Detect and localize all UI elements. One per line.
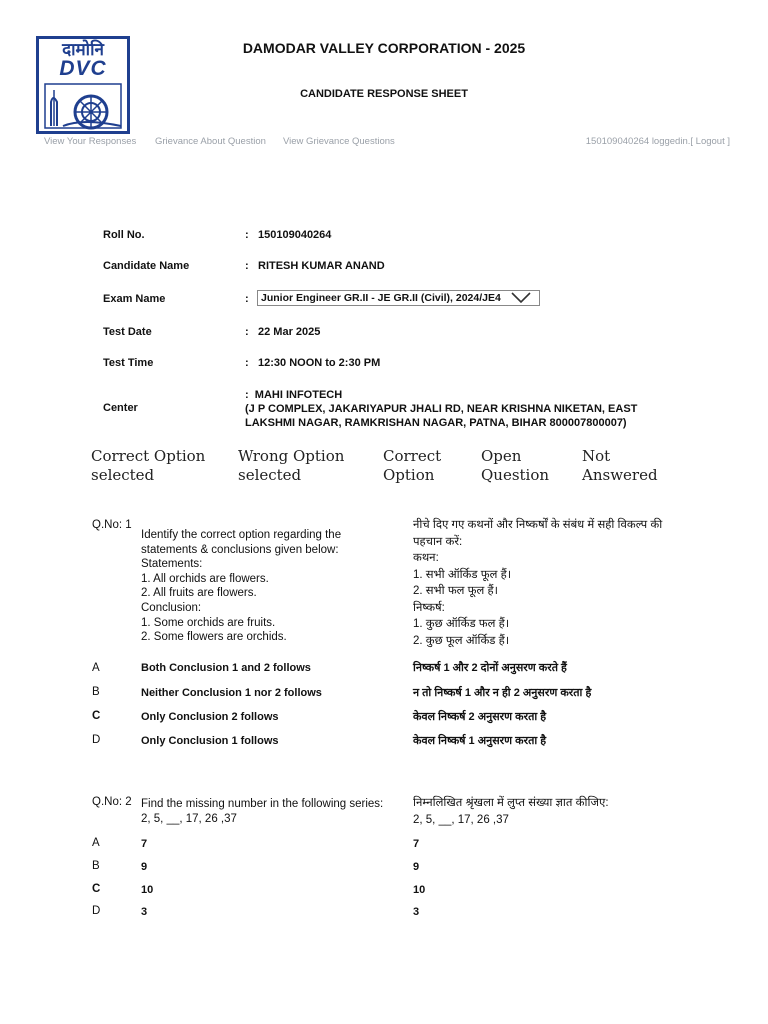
legend-not-answered: Not Answered: [582, 447, 658, 484]
legend-correct-option: Correct Option: [383, 447, 442, 484]
option-text-en: Only Conclusion 1 follows: [141, 735, 279, 747]
logged-in-text: loggedin.[: [651, 136, 694, 147]
page-title: DAMODAR VALLEY CORPORATION - 2025: [242, 40, 526, 56]
option-text-en: Only Conclusion 2 follows: [141, 711, 279, 723]
question-number: Q.No: 1: [92, 519, 132, 531]
option-key: C: [92, 883, 101, 895]
name-value: RITESH KUMAR ANAND: [258, 260, 385, 272]
option-key: B: [92, 686, 100, 698]
option-text-hi: 7: [413, 838, 420, 850]
option-key: C: [92, 710, 101, 722]
nav-view-grievance-questions[interactable]: View Grievance Questions: [283, 136, 395, 147]
time-value: 12:30 NOON to 2:30 PM: [258, 357, 381, 369]
chevron-down-icon: [511, 292, 531, 304]
exam-name-select[interactable]: [257, 290, 540, 306]
logo-brand-text: DVC: [59, 57, 107, 80]
center-address: [245, 388, 685, 430]
logout-suffix: ]: [727, 136, 730, 147]
option-text-hi: केवल निष्कर्ष 2 अनुसरण करता है: [413, 711, 547, 723]
center-colon: :: [245, 389, 249, 401]
nav-grievance-about-question[interactable]: Grievance About Question: [155, 136, 266, 147]
question-text-en: Identify the correct option regarding the statements & conclusions given below: Statements: 1. All orchids are flowers. 2. All fruits are flowers. Conclusion: 1. Some orchids are fruits. 2. Some flowers are orchids.: [141, 529, 342, 644]
time-colon: :: [245, 357, 249, 369]
option-text-hi: केवल निष्कर्ष 1 अनुसरण करता है: [413, 735, 547, 747]
question-text-hi: निम्नलिखित श्रृंखला में लुप्त संख्या ज्ञात कीजिए: 2, 5, __, 17, 26 ,37: [413, 797, 609, 826]
center-name: MAHI INFOTECH: [254, 389, 343, 401]
exam-label: Exam Name: [103, 293, 166, 305]
name-label: Candidate Name: [103, 260, 190, 272]
name-colon: :: [245, 260, 249, 272]
date-label: Test Date: [103, 326, 152, 338]
time-label: Test Time: [103, 357, 154, 369]
option-text-hi: 10: [413, 884, 426, 896]
option-text-en: 7: [141, 838, 148, 850]
logout-link[interactable]: Logout: [695, 136, 725, 147]
roll-label: Roll No.: [103, 229, 145, 241]
legend-open-question: Open Question: [481, 447, 550, 484]
option-text-en: Both Conclusion 1 and 2 follows: [141, 662, 311, 674]
option-text-en: 3: [141, 906, 148, 918]
logo-hindi-text: दामोनि: [62, 40, 104, 59]
option-text-en: 10: [141, 884, 154, 896]
roll-value: 150109040264: [258, 229, 332, 241]
date-colon: :: [245, 326, 249, 338]
user-id: 150109040264: [585, 136, 650, 147]
page-subtitle: CANDIDATE RESPONSE SHEET: [300, 88, 468, 100]
option-text-hi: 9: [413, 861, 420, 873]
exam-name-value: Junior Engineer GR.II - JE GR.II (Civil), 2024/JE4: [261, 292, 501, 304]
option-text-hi: न तो निष्कर्ष 1 और न ही 2 अनुसरण करता है: [413, 687, 592, 699]
option-key: D: [92, 734, 101, 746]
option-key: D: [92, 905, 101, 917]
option-key: A: [92, 837, 100, 849]
login-status: [586, 136, 730, 147]
exam-colon: :: [245, 293, 249, 305]
option-text-en: 9: [141, 861, 148, 873]
roll-colon: :: [245, 229, 249, 241]
legend-correct-selected: Correct Option selected: [91, 447, 206, 484]
question-text-en: Find the missing number in the following series: 2, 5, __, 17, 26 ,37: [141, 798, 384, 825]
option-key: A: [92, 662, 100, 674]
option-text-hi: निष्कर्ष 1 और 2 दोनों अनुसरण करते हैं: [413, 662, 567, 674]
option-text-en: Neither Conclusion 1 nor 2 follows: [141, 687, 322, 699]
center-full-address: (J P COMPLEX, JAKARIYAPUR JHALI RD, NEAR KRISHNA NIKETAN, EAST LAKSHMI NAGAR, RAMKRISHAN NAGAR, PATNA, BIHAR 800007800007): [245, 403, 638, 429]
date-value: 22 Mar 2025: [258, 326, 321, 338]
option-key: B: [92, 860, 100, 872]
nav-view-responses[interactable]: View Your Responses: [44, 136, 137, 147]
question-number: Q.No: 2: [92, 796, 132, 808]
center-label: Center: [103, 402, 138, 414]
legend-wrong-selected: Wrong Option selected: [238, 447, 345, 484]
option-text-hi: 3: [413, 906, 420, 918]
question-text-hi: नीचे दिए गए कथनों और निष्कर्षों के संबंध में सही विकल्प की पहचान करें: कथन: 1. सभी ऑर्किड फूल हैं। 2. सभी फल फूल हैं। निष्कर्ष: 1. कुछ ऑर्किड फल हैं। 2. कुछ फूल ऑर्किड हैं।: [413, 519, 663, 647]
